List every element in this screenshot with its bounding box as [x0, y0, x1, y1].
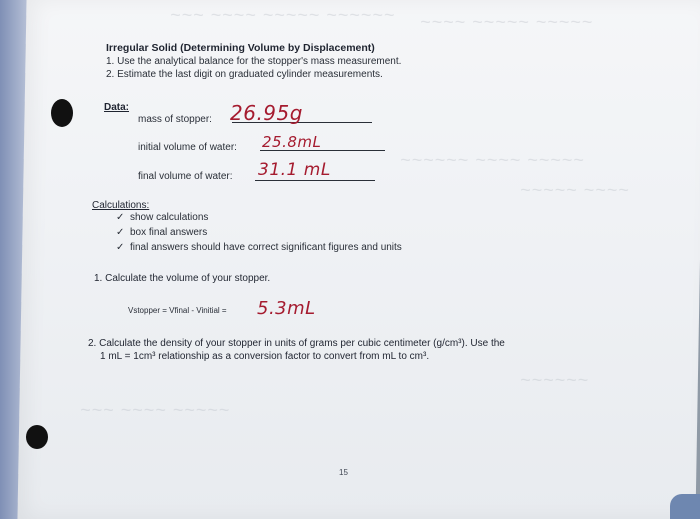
checklist-text: box final answers	[130, 227, 208, 238]
checklist-item	[116, 242, 402, 253]
volume-answer: 5.3mL	[257, 298, 316, 319]
background-corner	[670, 494, 700, 519]
bleed-through-text: ~~~~~~ ~~~~ ~~~~~	[400, 150, 585, 170]
page-number: 15	[339, 468, 348, 477]
worksheet-title: Irregular Solid (Determining Volume by Displacement)	[106, 42, 375, 54]
checkmark-icon: ✓	[116, 242, 125, 253]
instruction-2: 2. Estimate the last digit on graduated cylinder measurements.	[106, 69, 383, 80]
question-2-line-2: 1 mL = 1cm³ relationship as a conversion factor to convert from mL to cm³.	[100, 351, 430, 362]
final-volume-value: 31.1 mL	[258, 160, 331, 180]
instruction-1: 1. Use the analytical balance for the stopper's mass measurement.	[106, 56, 402, 67]
mass-label: mass of stopper:	[138, 114, 212, 125]
bleed-through-text: ~~~ ~~~~ ~~~~~ ~~~~~~	[170, 5, 396, 25]
checkmark-icon: ✓	[116, 212, 125, 223]
checkmark-icon: ✓	[116, 227, 125, 238]
question-1: 1. Calculate the volume of your stopper.	[94, 273, 271, 284]
data-heading: Data:	[104, 102, 130, 113]
bleed-through-text: ~~~~~~	[520, 370, 590, 390]
calculations-heading: Calculations:	[92, 200, 150, 211]
bleed-through-text: ~~~ ~~~~ ~~~~~	[80, 400, 231, 420]
checklist-text: final answers should have correct significant figures and units	[130, 242, 402, 253]
binder-hole	[51, 99, 73, 127]
checklist-text: show calculations	[130, 212, 209, 223]
final-volume-answer-line	[255, 180, 375, 181]
mass-value: 26.95g	[230, 101, 303, 125]
final-volume-label: final volume of water:	[138, 171, 233, 182]
initial-volume-label: initial volume of water:	[138, 142, 237, 153]
question-2-line-1: 2. Calculate the density of your stopper in units of grams per cubic centimeter (g/cm³). Use the	[88, 338, 505, 349]
volume-formula: Vstopper = Vfinal - Vinitial =	[128, 306, 227, 315]
initial-volume-value: 25.8mL	[262, 133, 322, 151]
checklist-item	[116, 212, 208, 223]
bleed-through-text: ~~~~ ~~~~~ ~~~~~	[420, 12, 594, 32]
checklist-item	[116, 227, 207, 238]
bleed-through-text: ~~~~~ ~~~~	[520, 180, 630, 200]
binder-hole	[26, 425, 48, 449]
